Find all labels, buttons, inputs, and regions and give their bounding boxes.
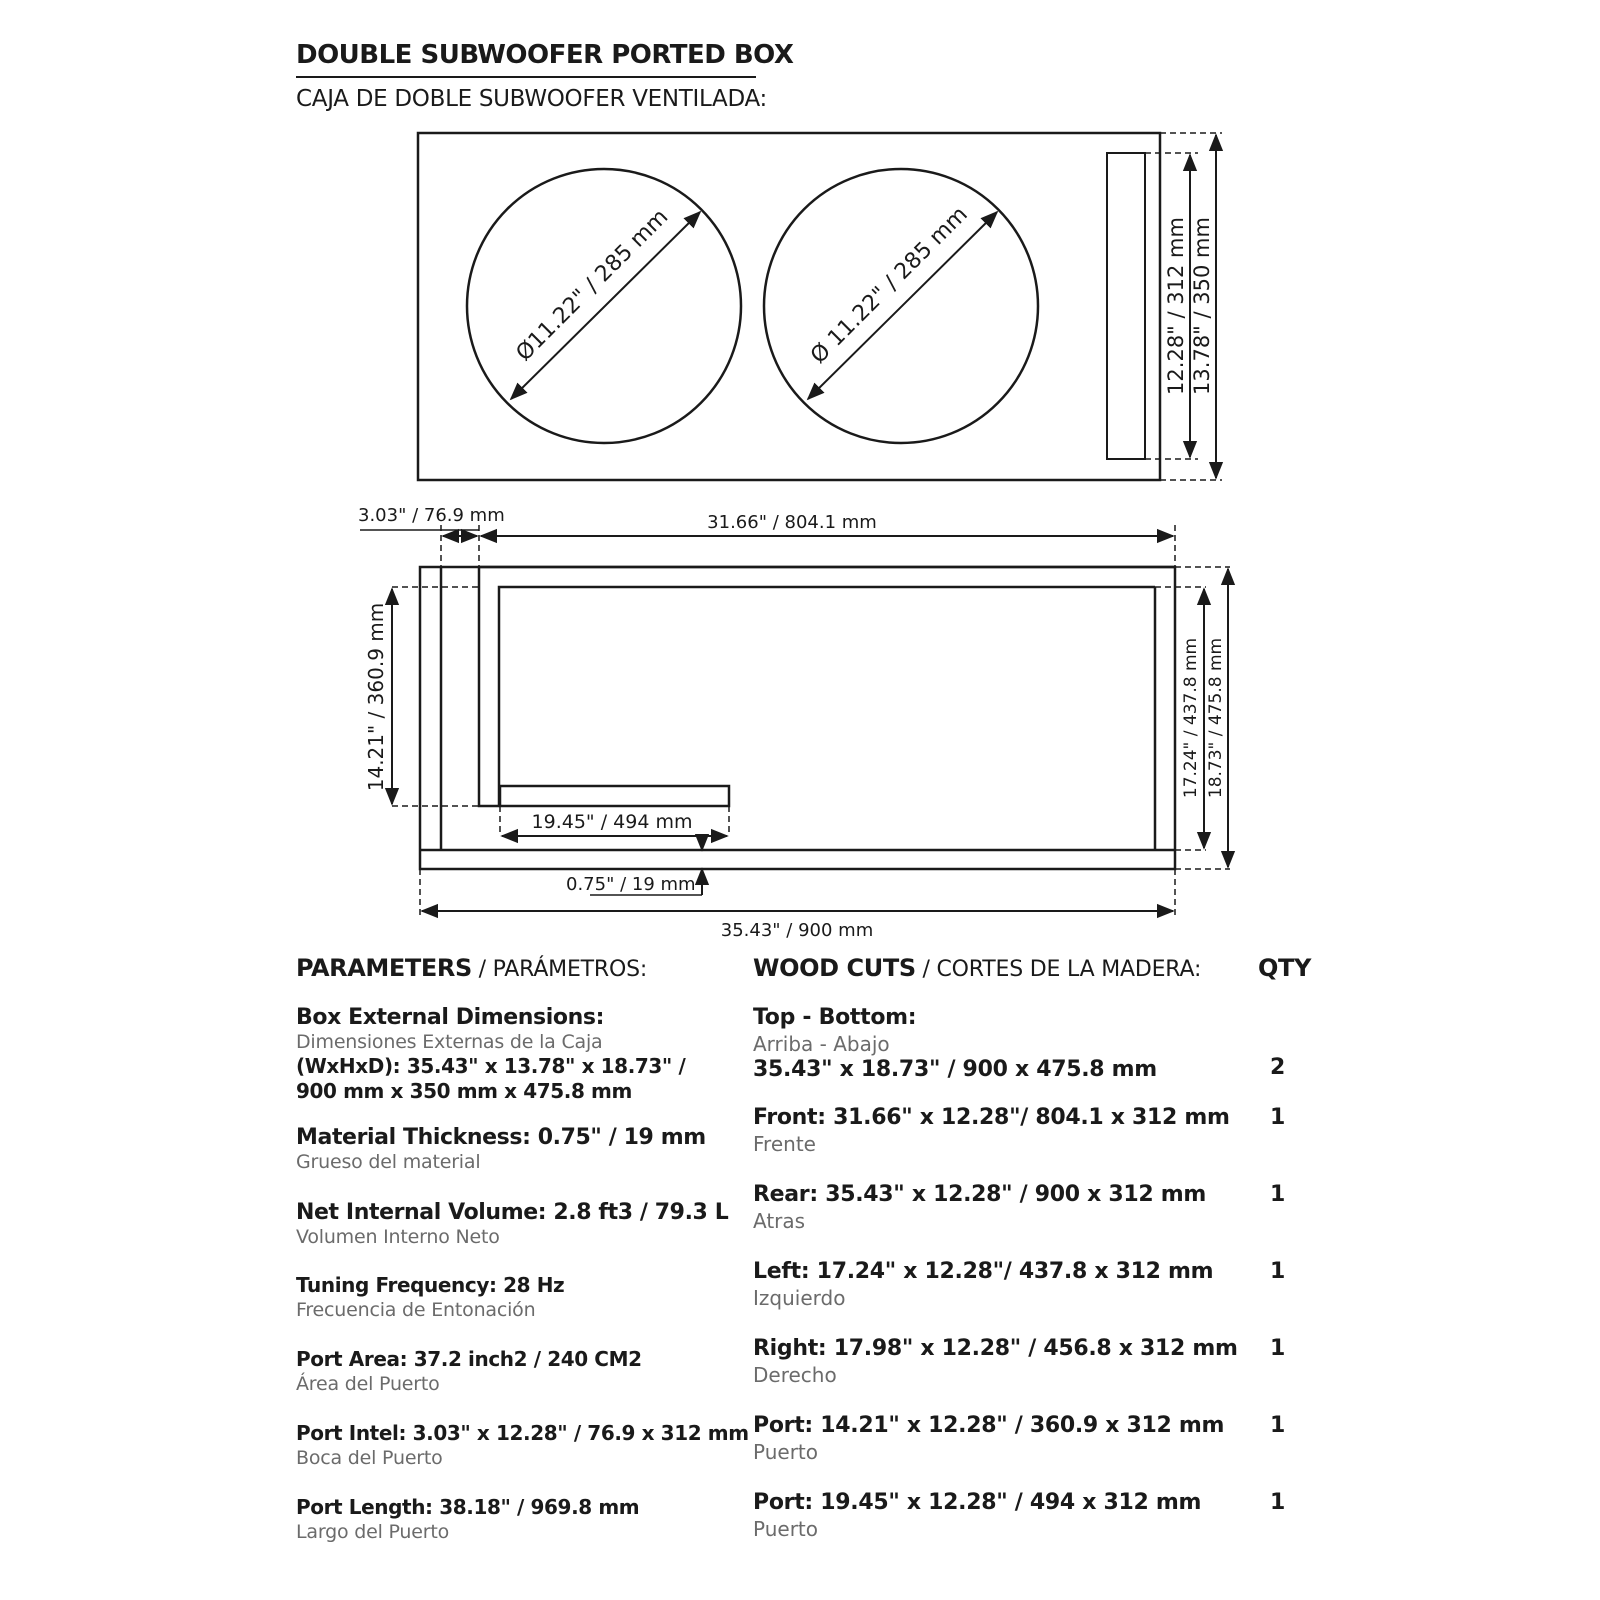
param-tuning-frequency xyxy=(296,1273,736,1322)
port-shelf-label: 19.45" / 494 mm xyxy=(531,811,693,833)
parameters-heading xyxy=(296,954,647,982)
cut-left-qty: 1 xyxy=(1270,1259,1286,1284)
cut-left-sub: Izquierdo xyxy=(753,1286,846,1310)
cut-port-1-name: Port: 14.21" x 12.28" / 360.9 x 312 mm xyxy=(753,1413,1225,1438)
cut-port-1-qty: 1 xyxy=(1270,1413,1286,1438)
cut-rear-qty: 1 xyxy=(1270,1182,1286,1207)
wood-cuts-heading xyxy=(753,954,1201,982)
outer-depth-label: 18.73" / 475.8 mm xyxy=(1206,637,1226,799)
cut-right xyxy=(753,1335,1313,1387)
param-tuning-frequency-sub: Frecuencia de Entonación xyxy=(296,1299,536,1321)
cut-left-name: Left: 17.24" x 12.28"/ 437.8 x 312 mm xyxy=(753,1259,1214,1284)
qty-heading: QTY xyxy=(1258,954,1311,982)
inner-height-label: 12.28" / 312 mm xyxy=(1164,217,1188,395)
param-port-length-sub: Largo del Puerto xyxy=(296,1521,450,1543)
cut-left xyxy=(753,1258,1313,1310)
param-box-dimensions-value-1: (WxHxD): 35.43" x 13.78" x 18.73" / xyxy=(296,1054,686,1078)
cut-port-2-name: Port: 19.45" x 12.28" / 494 x 312 mm xyxy=(753,1490,1202,1515)
param-port-area xyxy=(296,1347,736,1396)
param-port-inlet-sub: Boca del Puerto xyxy=(296,1447,443,1469)
param-port-inlet-label: Port Intel: 3.03" x 12.28" / 76.9 x 312 mm xyxy=(296,1421,749,1445)
cut-port-2 xyxy=(753,1489,1313,1541)
parameters-heading-light: / PARÁMETROS: xyxy=(471,957,648,982)
param-material-thickness xyxy=(296,1125,736,1174)
cut-top-bottom-sub: Arriba - Abajo xyxy=(753,1032,890,1056)
page-subtitle: CAJA DE DOBLE SUBWOOFER VENTILADA: xyxy=(296,86,767,112)
param-port-length-label: Port Length: 38.18" / 969.8 mm xyxy=(296,1495,640,1519)
port-wall-outline xyxy=(479,567,1155,806)
cut-right-qty: 1 xyxy=(1270,1336,1286,1361)
cut-top-bottom xyxy=(753,1004,1313,1084)
param-net-volume xyxy=(296,1200,736,1249)
outer-height-label: 13.78" / 350 mm xyxy=(1190,217,1214,395)
param-port-length xyxy=(296,1495,736,1544)
internal-width-label: 31.66" / 804.1 mm xyxy=(707,512,877,533)
cutout-2-diameter-label: Ø 11.22" / 285 mm xyxy=(806,202,973,369)
param-box-dimensions-value-2: 900 mm x 350 mm x 475.8 mm xyxy=(296,1079,632,1103)
param-port-inlet xyxy=(296,1421,749,1470)
port-width-label: 3.03" / 76.9 mm xyxy=(358,505,505,526)
cut-port-1-sub: Puerto xyxy=(753,1440,818,1464)
cut-rear-sub: Atras xyxy=(753,1209,806,1233)
cut-front-name: Front: 31.66" x 12.28"/ 804.1 x 312 mm xyxy=(753,1105,1230,1130)
param-box-dimensions-label: Box External Dimensions: xyxy=(296,1005,604,1030)
cut-front xyxy=(753,1104,1313,1156)
param-box-dimensions xyxy=(296,1005,736,1104)
cut-rear-name: Rear: 35.43" x 12.28" / 900 x 312 mm xyxy=(753,1182,1207,1207)
param-material-thickness-label: Material Thickness: 0.75" / 19 mm xyxy=(296,1125,706,1150)
thickness-label: 0.75" / 19 mm xyxy=(566,874,696,895)
param-net-volume-sub: Volumen Interno Neto xyxy=(296,1226,500,1248)
port-opening xyxy=(1107,153,1145,459)
side-view-labels xyxy=(358,505,1226,941)
cut-port-2-sub: Puerto xyxy=(753,1517,818,1541)
baffle-outline xyxy=(418,133,1160,480)
cutout-2-diameter-line xyxy=(808,212,997,399)
cut-rear xyxy=(753,1181,1313,1233)
wood-cuts-heading-light: / CORTES DE LA MADERA: xyxy=(915,957,1202,982)
param-port-area-label: Port Area: 37.2 inch2 / 240 CM2 xyxy=(296,1347,642,1371)
param-box-dimensions-sub: Dimensiones Externas de la Caja xyxy=(296,1031,603,1053)
side-view xyxy=(360,525,1230,916)
cut-right-name: Right: 17.98" x 12.28" / 456.8 x 312 mm xyxy=(753,1336,1238,1361)
param-net-volume-label: Net Internal Volume: 2.8 ft3 / 79.3 L xyxy=(296,1200,729,1225)
cutout-1-diameter-line xyxy=(511,212,700,399)
cut-right-sub: Derecho xyxy=(753,1363,837,1387)
cut-top-bottom-qty: 2 xyxy=(1270,1055,1286,1080)
cut-port-2-qty: 1 xyxy=(1270,1490,1286,1515)
top-view xyxy=(418,133,1222,480)
parameters-heading-bold: PARAMETERS xyxy=(296,954,472,982)
inner-depth-label: 17.24" / 437.8 mm xyxy=(1181,637,1201,799)
wood-cuts-heading-bold: WOOD CUTS xyxy=(753,954,916,982)
cut-top-bottom-name: Top - Bottom: xyxy=(753,1005,917,1030)
param-material-thickness-sub: Grueso del material xyxy=(296,1151,481,1173)
cut-front-qty: 1 xyxy=(1270,1105,1286,1130)
cut-top-bottom-dims: 35.43" x 18.73" / 900 x 475.8 mm xyxy=(753,1057,1157,1082)
port-wall-label: 14.21" / 360.9 mm xyxy=(364,602,388,792)
param-port-area-sub: Área del Puerto xyxy=(296,1373,440,1395)
cut-front-sub: Frente xyxy=(753,1132,816,1156)
top-view-labels xyxy=(512,202,1214,395)
cut-port-1 xyxy=(753,1412,1313,1464)
port-shelf xyxy=(500,786,729,806)
cutout-1-diameter-label: Ø11.22" / 285 mm xyxy=(511,204,674,367)
page-title: DOUBLE SUBWOOFER PORTED BOX xyxy=(296,40,794,70)
external-width-label: 35.43" / 900 mm xyxy=(720,920,874,941)
param-tuning-frequency-label: Tuning Frequency: 28 Hz xyxy=(296,1273,565,1297)
